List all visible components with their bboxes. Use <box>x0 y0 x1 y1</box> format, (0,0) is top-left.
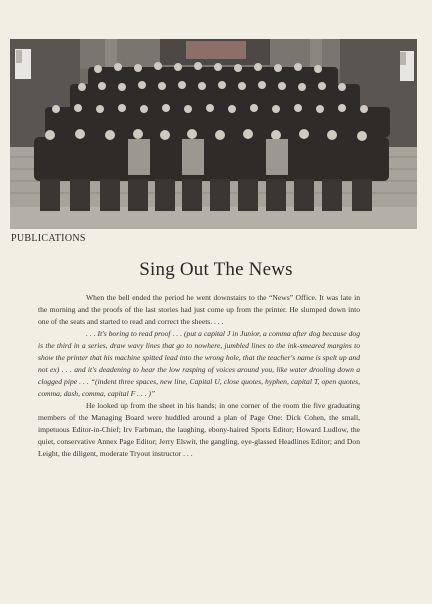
section-label: PUBLICATIONS <box>11 233 86 244</box>
paragraph: . . . It's boring to read proof . . . (put a capital J in Junior, a comma after dog because dog is the third in a series, draw wavy lines that go to nowhere, jumbled lines to the ink-smeared margins to show the printer that his machine spitted lead into the wrong hole, that the teacher's name is spelt up and not ex) . . . and it's deadening to hear the low rasping of voices around you, like water drooling down a clogged pipe . . . “(indent three spaces, new line, Capital U, close quotes, hyphen, capital T, open quotes, comma, dash, comma, capital F . . . )” <box>38 329 360 398</box>
article-body <box>38 292 360 460</box>
paragraph: When the bell ended the period he went downstairs to the “News” Office. It was late in the morning and the proofs of the last stories had just come up from the printer. He slumped down into one of the seats and started to read and correct the sheets. . . . <box>38 293 360 326</box>
paragraph: He looked up from the sheet in his hands; in one corner of the room the five graduating members of the Managing Board were huddled around a plan of Page One: Dick Cohen, the small, impetuous Editor-in-Chief; Irv Farbman, the laughing, ebony-haired Sports Editor; Howard Ludlow, the quiet, conservative Annex Page Editor; Jerry Elswit, the gangling, eye-glassed Headlines Editor; and Don Leight, the diligent, moderate Tryout instructor . . . <box>38 401 360 458</box>
group-photo <box>10 39 417 229</box>
article-title: Sing Out The News <box>139 259 293 280</box>
